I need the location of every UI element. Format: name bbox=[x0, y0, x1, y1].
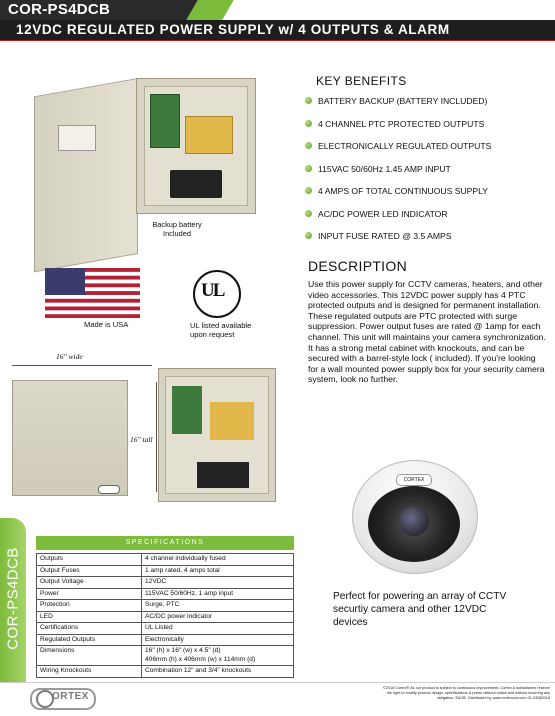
description-body: Use this power supply for CCTV cameras, heaters, and other video accessories. This 12VDC power supply has 4 PTC protected outputs and is designed for permanent installation. These regulated outputs are PTC protected with surge suppression. Power output fuses are rated @ 1amp for each channel. This unit will maintains your camera synchronization. It has a strong metal cabinet with knockouts, and can be secured with a barrel-style lock ( included). If you're looking for a wall mounted power supply box for your security camera system, look no further. bbox=[308, 279, 546, 385]
spec-name: Outputs bbox=[37, 554, 142, 566]
bullet-icon bbox=[305, 210, 312, 217]
table-row bbox=[37, 600, 294, 612]
header-divider bbox=[0, 40, 555, 41]
spec-name: Wiring Knockouts bbox=[37, 666, 142, 678]
list-item: 4 AMPS OF TOTAL CONTINUOUS SUPPLY bbox=[304, 186, 554, 209]
table-row bbox=[37, 565, 294, 577]
spec-value: Combination 12" and 3/4" knockouts bbox=[142, 666, 294, 678]
us-flag-icon bbox=[45, 268, 140, 318]
list-item: INPUT FUSE RATED @ 3.5 AMPS bbox=[304, 231, 554, 254]
list-item: 4 CHANNEL PTC PROTECTED OUTPUTS bbox=[304, 119, 554, 142]
bullet-icon bbox=[305, 165, 312, 172]
specifications-title: SPECIFICATIONS bbox=[36, 536, 294, 550]
battery-caption: Backup battery Included bbox=[152, 220, 202, 238]
spec-value: 12VDC bbox=[142, 577, 294, 589]
spec-value: 16" (h) x 16" (w) x 4.5" (d) 406mm (h) x 406mm (w) x 114mm (d) bbox=[142, 646, 294, 666]
bullet-icon bbox=[305, 187, 312, 194]
specifications-table bbox=[36, 553, 294, 678]
table-row bbox=[37, 611, 294, 623]
table-row bbox=[37, 634, 294, 646]
cortex-logo-text: ORTEX bbox=[52, 691, 89, 702]
cabinet-logo bbox=[98, 485, 120, 494]
spec-name: Dimensions bbox=[37, 646, 142, 666]
key-benefits-title: KEY BENEFITS bbox=[316, 74, 407, 88]
table-row bbox=[37, 646, 294, 666]
height-dimension-line bbox=[156, 382, 157, 492]
spec-name: Regulated Outputs bbox=[37, 634, 142, 646]
ul-logo-text: UL bbox=[201, 280, 224, 301]
ul-caption: UL listed available upon request bbox=[190, 321, 252, 339]
width-dimension-line bbox=[12, 365, 152, 366]
table-row bbox=[37, 666, 294, 678]
spec-name: Power bbox=[37, 588, 142, 600]
list-item: ELECTRONICALLY REGULATED OUTPUTS bbox=[304, 141, 554, 164]
key-benefits-list bbox=[304, 96, 554, 254]
backup-battery bbox=[170, 170, 222, 198]
table-row bbox=[37, 577, 294, 589]
bullet-icon bbox=[305, 120, 312, 127]
cabinet-door-photo bbox=[34, 78, 138, 272]
footer-divider bbox=[0, 682, 555, 683]
cabinet-front-photo bbox=[12, 380, 128, 496]
spec-value: 4 channel individually fused bbox=[142, 554, 294, 566]
circuit-board bbox=[172, 386, 202, 434]
list-item: 115VAC 50/60Hz 1.45 AMP INPUT bbox=[304, 164, 554, 187]
spec-value: 1 amp rated, 4 amps total bbox=[142, 565, 294, 577]
spec-name: Output Voltage bbox=[37, 577, 142, 589]
usa-caption: Made is USA bbox=[84, 320, 129, 329]
bullet-icon bbox=[305, 232, 312, 239]
fuse-board bbox=[210, 402, 254, 440]
spec-value: 115VAC 50/60Hz, 1 amp input bbox=[142, 588, 294, 600]
list-item: AC/DC POWER LED INDICATOR bbox=[304, 209, 554, 232]
model-number: COR-PS4DCB bbox=[8, 1, 111, 18]
spec-value: AC/DC power indicator bbox=[142, 611, 294, 623]
bullet-icon bbox=[305, 142, 312, 149]
spec-value: Electronically bbox=[142, 634, 294, 646]
camera-caption: Perfect for powering an array of CCTV securtiy camera and other 12VDC devices bbox=[333, 591, 507, 628]
spec-value: UL Listed bbox=[142, 623, 294, 635]
table-row bbox=[37, 554, 294, 566]
spec-name: Output Fuses bbox=[37, 565, 142, 577]
camera-brand-badge: CORTEX bbox=[396, 474, 432, 486]
fuse-board bbox=[185, 116, 233, 154]
spec-name: Certifications bbox=[37, 623, 142, 635]
spec-name: LED bbox=[37, 611, 142, 623]
side-label-text: COR-PS4DCB bbox=[4, 547, 22, 650]
camera-lens bbox=[399, 506, 429, 536]
list-item: BATTERY BACKUP (BATTERY INCLUDED) bbox=[304, 96, 554, 119]
table-row bbox=[37, 623, 294, 635]
bullet-icon bbox=[305, 97, 312, 104]
spec-name: Protection bbox=[37, 600, 142, 612]
circuit-board bbox=[150, 94, 180, 148]
backup-battery bbox=[197, 462, 249, 488]
description-title: DESCRIPTION bbox=[308, 258, 407, 274]
door-label-sticker bbox=[58, 125, 96, 151]
height-dimension: 16" tall bbox=[130, 435, 153, 444]
legal-notice: ©2016 Cortex® As our product is subject to continuous improvement, Cortex & subsidiaries reserve the right to modify product design, specifications & prices without notice and without incurring any obligation. E&OE. Distributed by www.cortexcctv.com 01-03082016 bbox=[382, 686, 550, 700]
product-subtitle: 12VDC REGULATED POWER SUPPLY w/ 4 OUTPUTS & ALARM bbox=[16, 22, 450, 37]
spec-value: Surge, PTC bbox=[142, 600, 294, 612]
table-row bbox=[37, 588, 294, 600]
width-dimension: 16" wide bbox=[56, 352, 83, 361]
